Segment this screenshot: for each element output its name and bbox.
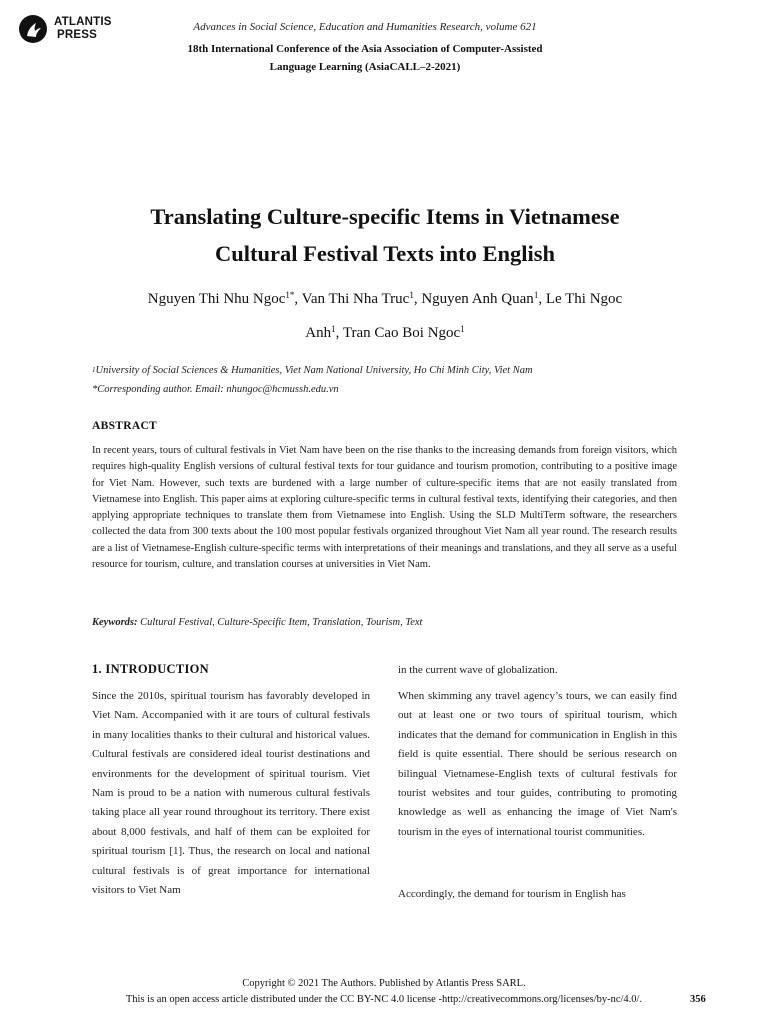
paper-title [60, 198, 710, 272]
journal-title: Advances in Social Science, Education and Humanities Research, volume 621 [193, 21, 537, 33]
author-name: Tran Cao Boi Ngoc [342, 325, 461, 341]
keywords [92, 617, 677, 628]
intro-paragraph-left: Since the 2010s, spiritual tourism has favorably developed in Viet Nam. Accompanied with it are tours of cultural festivals in many localities thanks to their cultural and historical values. Cultural festivals are considered ideal tourist destinations and environments for the development of spiritual tourism. Viet Nam is proud to be a nation with numerous cultural festivals taking place all year round throughout its territory. There exist about 8,000 festivals, and half of them can be exploited for spiritual tourism [1]. Thus, the research on local and national cultural festivals is of great importance for international visitors to Viet Nam [92, 690, 370, 897]
conference-line-2: Language Learning (AsiaCALL–2-2021) [269, 61, 461, 73]
conference-title [140, 40, 590, 76]
corresponding-author: *Corresponding author. Email: nhungoc@hcmussh.edu.vn [92, 384, 339, 395]
intro-paragraph-right-3: Accordingly, the demand for tourism in English has [398, 888, 626, 900]
author-sup: 1 [331, 324, 336, 334]
footer-license: This is an open access article distributed under the CC BY-NC 4.0 license -http://creativecommons.org/licenses/by-nc/4.0/. [125, 994, 643, 1005]
logo-line-2: PRESS [57, 29, 97, 41]
author-name: Van Thi Nha Truc [301, 291, 410, 307]
title-line-1: Translating Culture-specific Items in Vietnamese [150, 204, 620, 229]
atlantis-press-logo [18, 14, 138, 46]
page-number: 356 [690, 994, 706, 1005]
author-name: Nguyen Thi Nhu Ngoc [147, 291, 286, 307]
footer-copyright: Copyright © 2021 The Authors. Published by Atlantis Press SARL. [242, 978, 526, 989]
author-sup: 1 [460, 324, 465, 334]
author-sup: 1 [409, 290, 414, 300]
section-heading-introduction: 1. INTRODUCTION [92, 662, 210, 676]
affiliation-sup: 1 [92, 366, 96, 374]
title-line-2: Cultural Festival Texts into English [214, 241, 556, 266]
author-name-part-1: Le Thi Ngoc [545, 291, 623, 307]
abstract-text: In recent years, tours of cultural festivals in Viet Nam have been on the rise thanks to the increasing demands from foreign visitors, which requires high-quality English versions of cultural festival texts for tour guidance and tourism promotion, contributing to a positive image for Viet Nam. However, such texts are burdened with a large number of culture-specific items that are not easily translated from Vietnamese into English. This paper aims at exploring culture-specific terms in cultural festival texts, identifying their categories, and then applying appropriate techniques to translate them from Vietnamese into English. Using the SLD MultiTerm software, the researchers collected the data from 300 texts about the 100 most popular festivals organized throughout Viet Nam all year round. The research results are a list of Vietnamese-English culture-specific terms with interpretations of their meanings and translations, and they all serve as a useful resource for tourism, culture, and translation courses at universities in Viet Nam. [92, 445, 677, 571]
logo-line-1: ATLANTIS [54, 16, 112, 28]
logo-text [54, 16, 112, 42]
author-name: Nguyen Anh Quan [421, 291, 534, 307]
author-name-part-2: Anh [305, 325, 332, 341]
author-sup: 1 [533, 290, 539, 300]
keywords-list: Cultural Festival, Culture-Specific Item, Translation, Tourism, Text [140, 617, 423, 628]
author-list: Nguyen Thi Nhu Ngoc$^{1*}$, Van Thi Nha Truc$^1$, Nguyen Anh Quan$^1$, Le Thi Ngoc Anh$^1$, Tran Cao Boi Ngoc$^1$ [147, 290, 623, 341]
affiliation-text: University of Social Sciences & Humanities, Viet Nam National University, Ho Chi Minh City, Viet Nam [95, 365, 533, 376]
conference-line-1: 18th International Conference of the Asia Association of Computer-Assisted [187, 43, 543, 55]
affiliation [92, 361, 692, 399]
intro-paragraph-right-1: in the current wave of globalization. [398, 664, 558, 676]
atlantis-logo-icon [18, 14, 48, 44]
abstract-heading: ABSTRACT [92, 420, 158, 432]
author-sup: 1* [285, 290, 295, 300]
keywords-label: Keywords: [92, 617, 138, 628]
intro-paragraph-right-2: When skimming any travel agency’s tours, we can easily find out at least one or two tours of spiritual tourism, which indicates that the demand for communication in English in this field is quite essential. There should be serious research on bilingual Vietnamese-English texts of cultural festivals for tourist websites and tour guides, contributing to promoting knowledge as well as enhancing the image of Viet Nam's tourism in the eyes of international tourist communities. [398, 690, 677, 838]
